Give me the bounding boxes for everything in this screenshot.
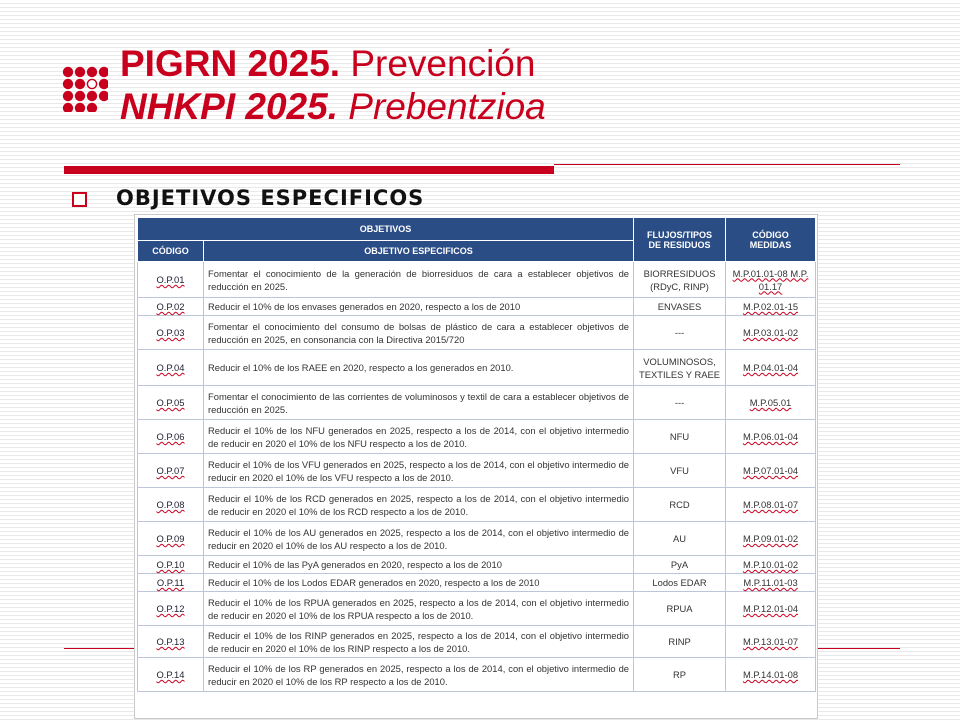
measures-code: M.P.01.01-08 M.P. 01.17 xyxy=(726,262,816,298)
header-flujos-line2: DE RESIDUOS xyxy=(648,239,711,250)
measures-code: M.P.05.01 xyxy=(726,386,816,420)
objectives-table-image xyxy=(134,214,818,719)
objective-code: O.P.03 xyxy=(138,316,204,350)
waste-flow: ENVASES xyxy=(634,298,726,316)
header-objetivo-especificos: OBJETIVO ESPECIFICOS xyxy=(204,241,634,262)
table-row xyxy=(138,592,816,626)
objective-code: O.P.07 xyxy=(138,454,204,488)
objective-text: Fomentar el conocimiento del consumo de bolsas de plástico de cara a establecer objetivos de reducción en 2025, en consonancia con la Directiva 2015/720 xyxy=(204,316,634,350)
objective-code: O.P.06 xyxy=(138,420,204,454)
table-row xyxy=(138,350,816,386)
logo-dots-icon xyxy=(60,64,108,112)
title-divider-thick xyxy=(64,166,554,174)
header-medidas xyxy=(726,218,816,262)
waste-flow: RCD xyxy=(634,488,726,522)
objective-code: O.P.13 xyxy=(138,626,204,658)
measures-code: M.P.07.01-04 xyxy=(726,454,816,488)
page-title xyxy=(120,42,546,128)
objective-text: Reducir el 10% de los RINP generados en 2025, respecto a los de 2014, con el objetivo intermedio de reducir en 2020 el 10% de los RINP respecto a los de 2010. xyxy=(204,626,634,658)
measures-code: M.P.13.01-07 xyxy=(726,626,816,658)
table-row xyxy=(138,316,816,350)
objective-code: O.P.14 xyxy=(138,658,204,692)
title-divider-thin xyxy=(554,164,900,165)
waste-flow: RINP xyxy=(634,626,726,658)
header-codigo: CÓDIGO xyxy=(138,241,204,262)
waste-flow: RP xyxy=(634,658,726,692)
title-line2-rest: Prebentzioa xyxy=(338,86,546,127)
measures-code: M.P.08.01-07 xyxy=(726,488,816,522)
objective-text: Reducir el 10% de los envases generados en 2020, respecto a los de 2010 xyxy=(204,298,634,316)
measures-code: M.P.11.01-03 xyxy=(726,574,816,592)
footer-divider-right xyxy=(816,648,900,649)
header-medidas-line1: CÓDIGO xyxy=(752,229,789,240)
objective-text: Reducir el 10% de los RCD generados en 2025, respecto a los de 2014, con el objetivo intermedio de reducir en 2020 el 10% de los RCD respecto a los de 2010. xyxy=(204,488,634,522)
objective-text: Reducir el 10% de los RP generados en 2025, respecto a los de 2014, con el objetivo intermedio de reducir en 2020 el 10% de los RP respecto a los de 2010. xyxy=(204,658,634,692)
objective-code: O.P.08 xyxy=(138,488,204,522)
objective-code: O.P.10 xyxy=(138,556,204,574)
header-objetivos: OBJETIVOS xyxy=(138,218,634,241)
title-line1-bold: PIGRN 2025. xyxy=(120,43,341,84)
waste-flow: RPUA xyxy=(634,592,726,626)
measures-code: M.P.09.01-02 xyxy=(726,522,816,556)
table-row xyxy=(138,262,816,298)
measures-code: M.P.06.01-04 xyxy=(726,420,816,454)
section-heading: OBJETIVOS ESPECIFICOS xyxy=(116,186,425,210)
table-row xyxy=(138,522,816,556)
waste-flow: --- xyxy=(634,316,726,350)
waste-flow: Lodos EDAR xyxy=(634,574,726,592)
objective-code: O.P.12 xyxy=(138,592,204,626)
table-row xyxy=(138,658,816,692)
objective-code: O.P.05 xyxy=(138,386,204,420)
title-line1-rest: Prevención xyxy=(340,43,536,84)
hollow-square-bullet-icon xyxy=(72,192,87,207)
table-row xyxy=(138,420,816,454)
measures-code: M.P.03.01-02 xyxy=(726,316,816,350)
objectives-table xyxy=(137,217,816,692)
objective-text: Reducir el 10% de los RAEE en 2020, respecto a los generados en 2010. xyxy=(204,350,634,386)
header-flujos xyxy=(634,218,726,262)
objective-code: O.P.01 xyxy=(138,262,204,298)
objective-code: O.P.02 xyxy=(138,298,204,316)
objective-code: O.P.09 xyxy=(138,522,204,556)
objective-code: O.P.04 xyxy=(138,350,204,386)
table-row xyxy=(138,556,816,574)
header-medidas-line2: MEDIDAS xyxy=(749,239,792,250)
objective-text: Fomentar el conocimiento de la generación de biorresiduos de cara a establecer objetivos de reducción en 2025. xyxy=(204,262,634,298)
table-row xyxy=(138,574,816,592)
measures-code: M.P.14.01-08 xyxy=(726,658,816,692)
objective-text: Reducir el 10% de los NFU generados en 2025, respecto a los de 2014, con el objetivo intermedio de reducir en 2020 el 10% de los NFU respecto a los de 2010. xyxy=(204,420,634,454)
objective-code: O.P.11 xyxy=(138,574,204,592)
waste-flow: BIORRESIDUOS (RDyC, RINP) xyxy=(634,262,726,298)
title-line2-bold: NHKPI 2025. xyxy=(120,86,338,127)
measures-code: M.P.12.01-04 xyxy=(726,592,816,626)
table-row xyxy=(138,298,816,316)
waste-flow: AU xyxy=(634,522,726,556)
objective-text: Reducir el 10% de los RPUA generados en 2025, respecto a los de 2014, con el objetivo intermedio de reducir en 2020 el 10% de los RPUA respecto a los de 2010. xyxy=(204,592,634,626)
measures-code: M.P.02.01-15 xyxy=(726,298,816,316)
waste-flow: VFU xyxy=(634,454,726,488)
header-flujos-line1: FLUJOS/TIPOS xyxy=(647,229,713,240)
objective-text: Reducir el 10% de los AU generados en 2025, respecto a los de 2014, con el objetivo intermedio de reducir en 2020 el 10% de los AU respecto a los de 2010. xyxy=(204,522,634,556)
footer-divider-left xyxy=(64,648,136,649)
table-row xyxy=(138,386,816,420)
objective-text: Reducir el 10% de las PyA generados en 2020, respecto a los de 2010 xyxy=(204,556,634,574)
measures-code: M.P.04.01-04 xyxy=(726,350,816,386)
measures-code: M.P.10.01-02 xyxy=(726,556,816,574)
waste-flow: --- xyxy=(634,386,726,420)
objective-text: Reducir el 10% de los Lodos EDAR generados en 2020, respecto a los de 2010 xyxy=(204,574,634,592)
waste-flow: PyA xyxy=(634,556,726,574)
table-row xyxy=(138,488,816,522)
waste-flow: NFU xyxy=(634,420,726,454)
waste-flow: VOLUMINOSOS, TEXTILES Y RAEE xyxy=(634,350,726,386)
table-row xyxy=(138,626,816,658)
objective-text: Fomentar el conocimiento de las corrientes de voluminosos y textil de cara a establecer objetivos de reducción en 2025. xyxy=(204,386,634,420)
table-row xyxy=(138,454,816,488)
objective-text: Reducir el 10% de los VFU generados en 2025, respecto a los de 2014, con el objetivo intermedio de reducir en 2020 el 10% de los VFU respecto a los de 2010. xyxy=(204,454,634,488)
